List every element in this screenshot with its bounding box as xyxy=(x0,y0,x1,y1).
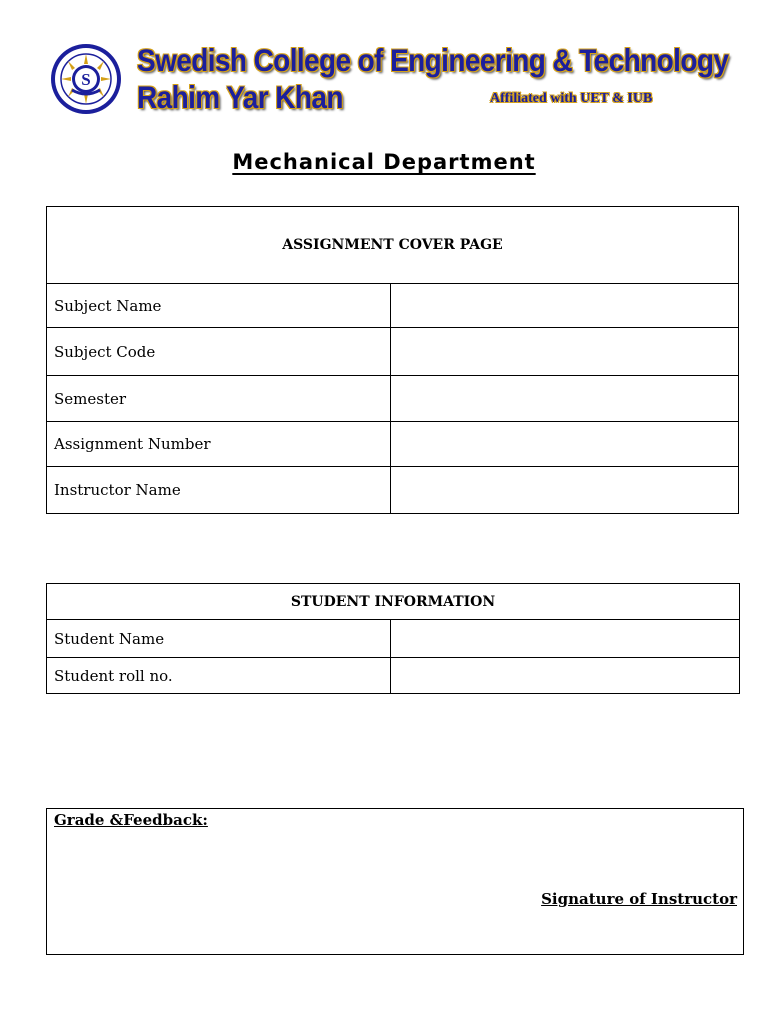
grade-feedback-box[interactable] xyxy=(46,808,744,955)
subject-code-label: Subject Code xyxy=(47,328,391,376)
student-name-field[interactable] xyxy=(391,620,740,658)
table-row xyxy=(47,284,739,328)
assignment-cover-table xyxy=(46,206,739,514)
assignment-cover-heading: ASSIGNMENT COVER PAGE xyxy=(47,207,739,284)
subject-code-field[interactable] xyxy=(391,328,739,376)
college-logo-seal xyxy=(46,42,128,116)
table-row xyxy=(47,422,739,467)
college-city: Rahim Yar Khan xyxy=(137,80,343,115)
table-row xyxy=(47,620,740,658)
table-row xyxy=(47,658,740,694)
student-information-table xyxy=(46,583,740,694)
table-row xyxy=(47,328,739,376)
student-name-label: Student Name xyxy=(47,620,391,658)
semester-field[interactable] xyxy=(391,376,739,422)
student-roll-label: Student roll no. xyxy=(47,658,391,694)
grade-feedback-label: Grade &Feedback: xyxy=(54,811,208,829)
department-title: Mechanical Department xyxy=(232,150,536,174)
assignment-number-label: Assignment Number xyxy=(47,422,391,467)
assignment-number-field[interactable] xyxy=(391,422,739,467)
instructor-signature-label: Signature of Instructor xyxy=(541,890,737,908)
table-row xyxy=(47,376,739,422)
college-name: Swedish College of Engineering & Technology xyxy=(137,43,729,78)
semester-label: Semester xyxy=(47,376,391,422)
instructor-name-label: Instructor Name xyxy=(47,467,391,514)
student-roll-field[interactable] xyxy=(391,658,740,694)
subject-name-field[interactable] xyxy=(391,284,739,328)
table-row xyxy=(47,467,739,514)
subject-name-label: Subject Name xyxy=(47,284,391,328)
svg-text:S: S xyxy=(81,70,91,89)
instructor-name-field[interactable] xyxy=(391,467,739,514)
student-information-heading: STUDENT INFORMATION xyxy=(47,584,740,620)
affiliation-text: Affiliated with UET & IUB xyxy=(490,91,653,106)
